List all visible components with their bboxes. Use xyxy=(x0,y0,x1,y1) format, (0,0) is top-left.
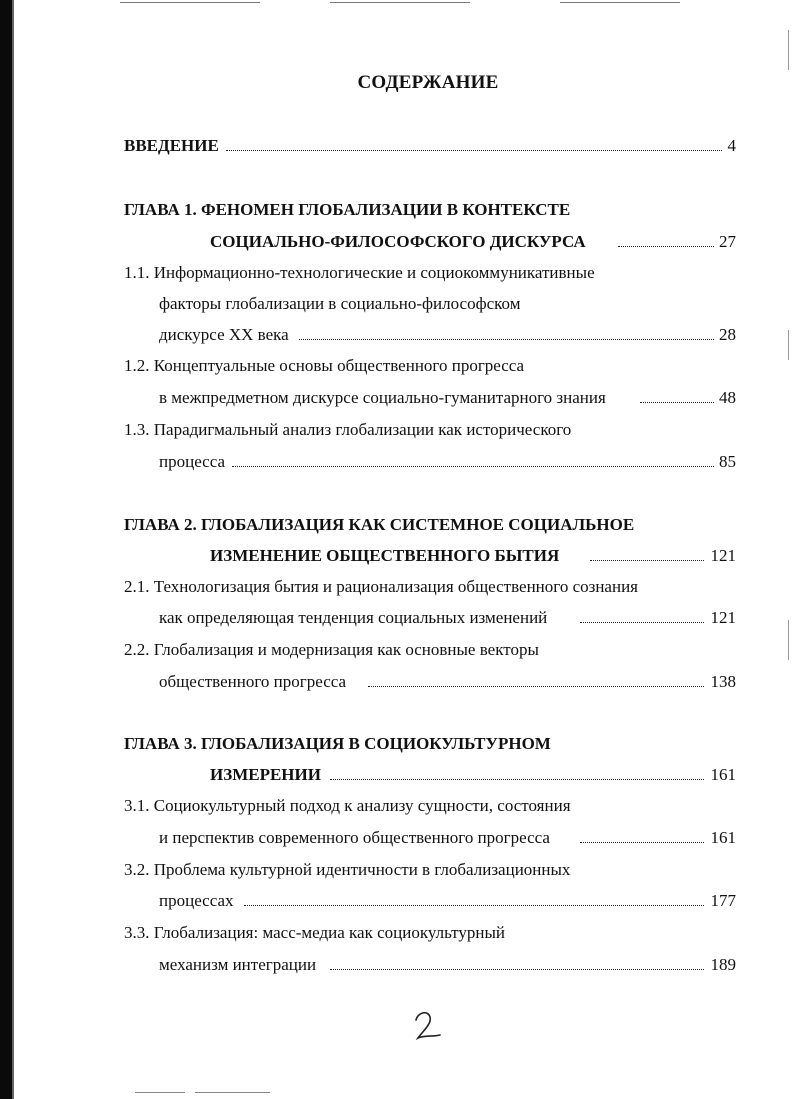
toc-section-3-2-cont xyxy=(0,889,736,913)
toc-chapter-2-title-cont xyxy=(0,544,736,568)
toc-section-2-2-cont xyxy=(0,670,736,694)
dot-leader xyxy=(244,905,704,906)
toc-chapter-3-title xyxy=(0,732,736,756)
scan-top-rule xyxy=(560,2,680,3)
section-title-line: процессах xyxy=(159,891,234,910)
section-title-line: 1.3. Парадигмальный анализ глобализации как исторического xyxy=(124,420,572,439)
section-title-line: 3.2. Проблема культурной идентичности в глобализационных xyxy=(124,860,571,879)
toc-page-number: 4 xyxy=(727,136,736,155)
dot-leader xyxy=(580,842,704,843)
scan-right-mark xyxy=(788,30,789,70)
chapter-title-line: ИЗМЕНЕНИЕ ОБЩЕСТВЕННОГО БЫТИЯ xyxy=(210,546,560,565)
toc-section-3-2 xyxy=(0,858,736,882)
toc-section-1-3-cont xyxy=(0,450,736,474)
toc-section-1-1-cont xyxy=(0,292,736,316)
toc-entry-label: ВВЕДЕНИЕ xyxy=(124,136,219,155)
chapter-title-line: ГЛАВА 3. ГЛОБАЛИЗАЦИЯ В СОЦИОКУЛЬТУРНОМ xyxy=(124,734,551,753)
toc-section-1-1-cont xyxy=(0,323,736,347)
toc-section-2-1 xyxy=(0,575,736,599)
dot-leader xyxy=(368,686,704,687)
section-title-line: общественного прогресса xyxy=(159,672,347,691)
dot-leader xyxy=(590,560,704,561)
toc-chapter-2-title xyxy=(0,513,736,537)
dot-leader xyxy=(232,466,714,467)
page-title: СОДЕРЖАНИЕ xyxy=(357,72,499,93)
toc-page-number: 189 xyxy=(710,955,736,974)
section-title-line: 2.1. Технологизация бытия и рационализация общественного сознания xyxy=(124,577,638,596)
toc-chapter-3-title-cont xyxy=(0,763,736,787)
scan-right-mark xyxy=(788,620,789,660)
toc-section-3-1-cont xyxy=(0,826,736,850)
scan-right-mark xyxy=(788,330,789,360)
section-title-line: 1.1. Информационно-технологические и социокоммуникативные xyxy=(124,263,595,282)
toc-section-1-2 xyxy=(0,354,736,378)
dot-leader xyxy=(640,402,714,403)
section-title-line: механизм интеграции xyxy=(159,955,317,974)
dot-leader xyxy=(618,246,714,247)
section-title-line: 3.1. Социокультурный подход к анализу сущности, состояния xyxy=(124,796,571,815)
chapter-title-line: ГЛАВА 2. ГЛОБАЛИЗАЦИЯ КАК СИСТЕМНОЕ СОЦИАЛЬНОЕ xyxy=(124,515,635,534)
scan-bottom-rule xyxy=(135,1092,185,1093)
dot-leader xyxy=(226,150,722,151)
toc-entry-intro xyxy=(0,134,736,158)
section-title-line: факторы глобализации в социально-философском xyxy=(159,294,521,313)
toc-page-number: 161 xyxy=(710,765,736,784)
chapter-title-line: СОЦИАЛЬНО-ФИЛОСОФСКОГО ДИСКУРСА xyxy=(210,232,586,251)
section-title-line: процесса xyxy=(159,452,226,471)
section-title-line: 1.2. Концептуальные основы общественного прогресса xyxy=(124,356,525,375)
toc-chapter-1-title xyxy=(0,198,736,222)
toc-section-3-3 xyxy=(0,921,736,945)
chapter-title-line: ИЗМЕРЕНИИ xyxy=(210,765,321,784)
toc-page-number: 48 xyxy=(719,388,736,407)
section-title-line: 2.2. Глобализация и модернизация как основные векторы xyxy=(124,640,539,659)
toc-chapter-1-title-cont xyxy=(0,230,736,254)
toc-page-number: 27 xyxy=(719,232,736,251)
section-title-line: 3.3. Глобализация: масс-медиа как социокультурный xyxy=(124,923,505,942)
section-title-line: дискурсе XX века xyxy=(159,325,289,344)
toc-section-2-2 xyxy=(0,638,736,662)
toc-page-number: 121 xyxy=(710,608,736,627)
scan-bottom-rule xyxy=(195,1092,270,1093)
dot-leader xyxy=(299,339,714,340)
dot-leader xyxy=(330,969,704,970)
toc-page-number: 177 xyxy=(710,891,736,910)
chapter-title-line: ГЛАВА 1. ФЕНОМЕН ГЛОБАЛИЗАЦИИ В КОНТЕКСТЕ xyxy=(124,200,571,219)
section-title-line: как определяющая тенденция социальных изменений xyxy=(159,608,548,627)
toc-section-1-3 xyxy=(0,418,736,442)
toc-section-2-1-cont xyxy=(0,606,736,630)
toc-section-3-1 xyxy=(0,794,736,818)
toc-section-1-1 xyxy=(0,261,736,285)
toc-page-number: 121 xyxy=(710,546,736,565)
toc-page-number: 85 xyxy=(719,452,736,471)
toc-page-number: 28 xyxy=(719,325,736,344)
handwritten-page-number xyxy=(408,1008,448,1044)
dot-leader xyxy=(580,622,704,623)
scan-top-rule xyxy=(120,2,260,3)
toc-page-number: 138 xyxy=(710,672,736,691)
dot-leader xyxy=(330,779,704,780)
toc-section-3-3-cont xyxy=(0,953,736,977)
section-title-line: и перспектив современного общественного прогресса xyxy=(159,828,550,847)
section-title-line: в межпредметном дискурсе социально-гуманитарного знания xyxy=(159,388,606,407)
toc-section-1-2-cont xyxy=(0,386,736,410)
toc-page-number: 161 xyxy=(710,828,736,847)
scan-top-rule xyxy=(330,2,470,3)
